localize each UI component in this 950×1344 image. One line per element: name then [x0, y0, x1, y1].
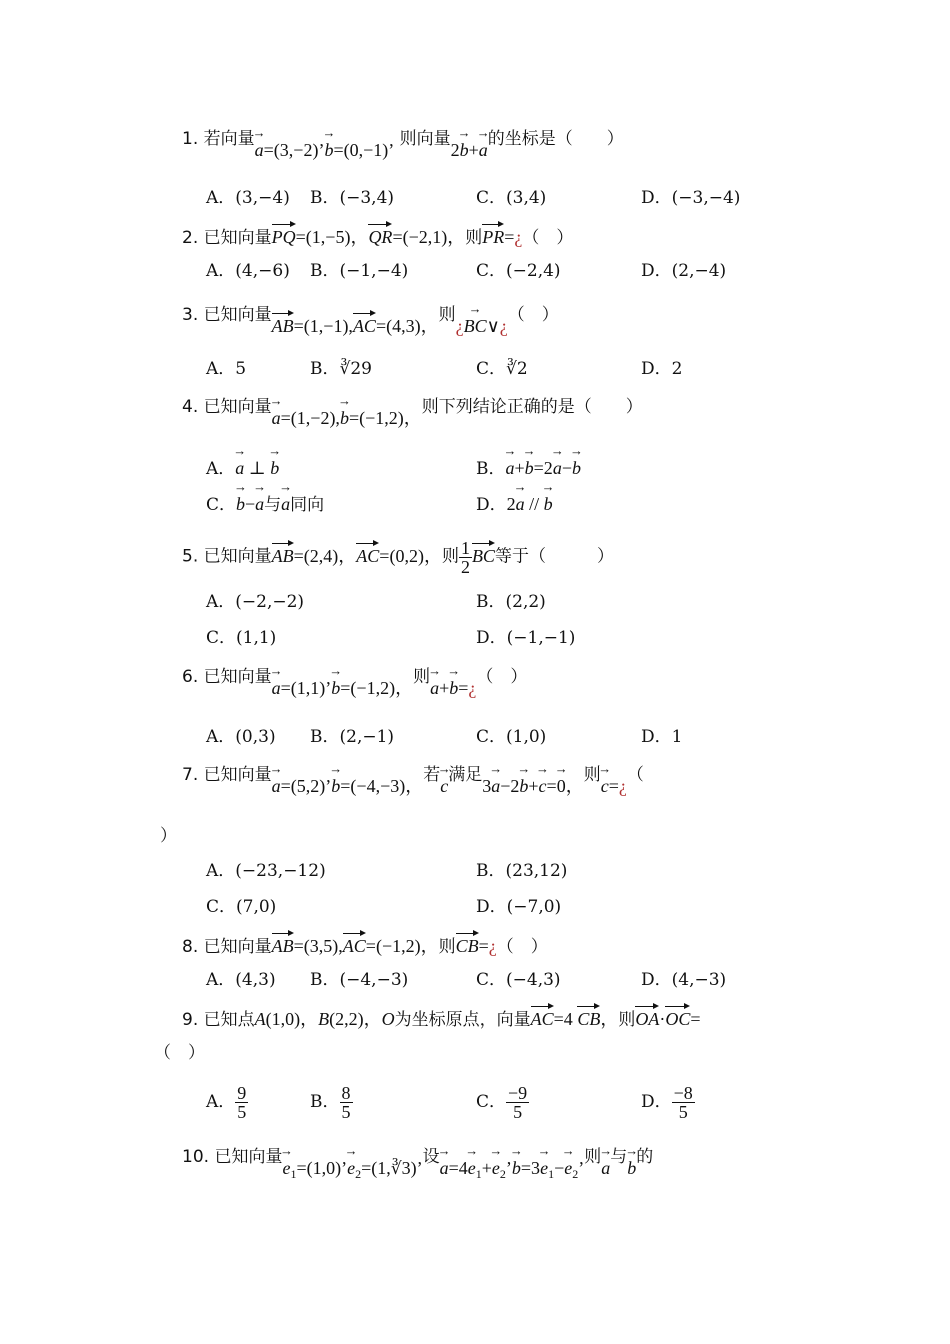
q7-option-d[interactable]: D．(−7,0): [476, 897, 562, 917]
q4-option-c[interactable]: C．→ b−→ a与→ a同向: [206, 492, 324, 517]
q1-option-d[interactable]: D．(−3,−4): [641, 188, 741, 208]
q9-option-a[interactable]: A． $\frac{9}{5}$: [206, 1083, 247, 1122]
q7-option-b[interactable]: B．(23,12): [476, 861, 568, 881]
q2-option-c[interactable]: C．(−2,4): [476, 261, 561, 281]
q4-option-b[interactable]: B．→ a+→ b=2→ a−→ b: [476, 456, 581, 481]
q3-option-d[interactable]: D．2: [641, 359, 683, 379]
q2-option-a[interactable]: A．(4,−6): [206, 261, 290, 281]
q1-option-c[interactable]: C．(3,4): [476, 188, 547, 208]
question-8: 8. 已知向量AB=(3,5),AC=(−1,2)，则CB=¿（ ）: [182, 932, 548, 959]
q5-option-a[interactable]: A．(−2,−2): [206, 592, 305, 612]
q3-option-b[interactable]: B．∛29: [310, 359, 372, 379]
q2-option-d[interactable]: D．(2,−4): [641, 261, 727, 281]
q7-option-c[interactable]: C．(7,0): [206, 897, 277, 917]
q5-option-c[interactable]: C．(1,1): [206, 628, 277, 648]
q5-option-d[interactable]: D．(−1,−1): [476, 628, 576, 648]
q3-option-c[interactable]: C．∛2: [476, 359, 528, 379]
question-4: 4. 已知向量→ a=(1,−2),→ b=(−1,2)，则下列结论正确的是（ ）: [182, 394, 643, 419]
question-3: 3. 已知向量AB=(1,−1),AC=(4,3)，则¿→ BC∨¿（ ）: [182, 300, 559, 327]
q7-paren-close: ）: [160, 826, 177, 846]
question-2: 2. 已知向量PQ=(1,−5)，QR=(−2,1)，则PR=¿（ ）: [182, 223, 573, 250]
vector-a: → a: [255, 138, 264, 162]
question-10: 10. 已知向量→ $e_1=(1,0)’\to$ $e_2=(1,∛3)$’设→ $a=4\to e_1+\to$ $e_2’\to b=3\to e_1-\to e_2$’则→ a与→ b的: [182, 1144, 653, 1174]
q1-option-b[interactable]: B．(−3,4): [310, 188, 395, 208]
q4-option-a[interactable]: A．→ a ⊥ → b: [206, 456, 279, 481]
question-5: 5. 已知向量AB=(2,4)，AC=(0,2)，则 $\frac{1}{2}$ BC等于（ ）: [182, 538, 614, 577]
q1-option-a[interactable]: A．(3,−4): [206, 188, 290, 208]
question-6: 6. 已知向量→ a=(1,1)’→ b=(−1,2)，则→ a+→ b=¿（ ）: [182, 664, 527, 689]
q6-option-c[interactable]: C．(1,0): [476, 727, 547, 747]
q8-option-c[interactable]: C．(−4,3): [476, 970, 561, 990]
q8-option-d[interactable]: D．(4,−3): [641, 970, 727, 990]
question-9: 9. 已知点A(1,0)，B(2,2)，O为坐标原点，向量AC=4 CB，则OA·OC=: [182, 1005, 701, 1032]
question-1: 1. 若向量→ a=(3,−2)’→ b=(0,−1)’ 则向量2→ b+→ a的坐标是（ ）: [182, 126, 624, 151]
q6-option-b[interactable]: B．(2,−1): [310, 727, 395, 747]
q7-option-a[interactable]: A．(−23,−12): [206, 861, 326, 881]
vector-b: → b: [324, 138, 333, 162]
q3-option-a[interactable]: A．5: [206, 359, 247, 379]
q4-option-d[interactable]: D．2→ a // → b: [476, 492, 553, 517]
q9-option-d[interactable]: D． $\frac{-8}{5}$: [641, 1083, 693, 1122]
q8-option-b[interactable]: B．(−4,−3): [310, 970, 409, 990]
q8-option-a[interactable]: A．(4,3): [206, 970, 276, 990]
q6-option-a[interactable]: A．(0,3): [206, 727, 276, 747]
q6-option-d[interactable]: D．1: [641, 727, 683, 747]
q9-option-b[interactable]: B． $\frac{8}{5}$: [310, 1083, 351, 1122]
q9-paren: （ ）: [154, 1043, 205, 1063]
q9-option-c[interactable]: C． $\frac{-9}{5}$: [476, 1083, 528, 1122]
q2-option-b[interactable]: B．(−1,−4): [310, 261, 409, 281]
question-7: 7. 已知向量→ a=(5,2)’→ b=(−4,−3)，若→ c满足3→ a−2→ b+→ c=→ 0，则→ c=¿（: [182, 762, 644, 787]
q5-option-b[interactable]: B．(2,2): [476, 592, 546, 612]
